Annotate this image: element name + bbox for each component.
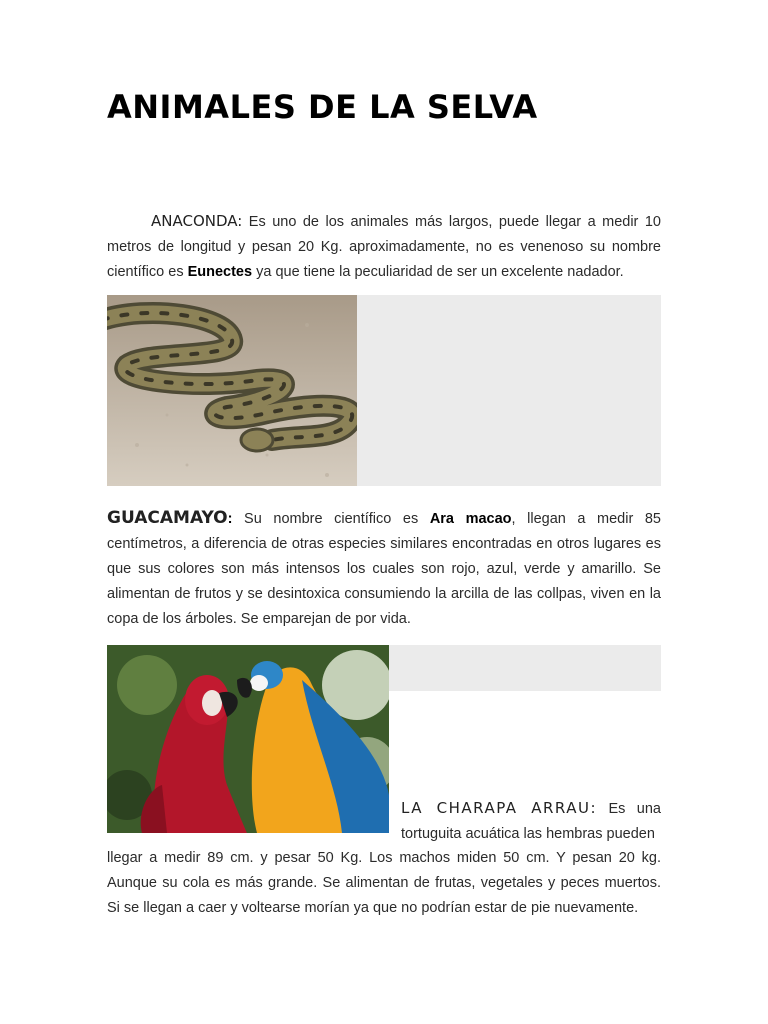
anaconda-photo <box>107 295 357 486</box>
anaconda-text-2: ya que tiene la peculiaridad de ser un excelente nadador. <box>252 264 624 280</box>
grey-band <box>357 295 661 486</box>
anaconda-scientific-name: Eunectes <box>187 264 253 280</box>
macaws-photo <box>107 645 389 833</box>
document-title: ANIMALES DE LA SELVA <box>107 88 538 126</box>
anaconda-heading: ANACONDA: <box>151 212 243 230</box>
charapa-first-line <box>401 796 661 847</box>
guacamayo-heading: GUACAMAYO <box>107 508 228 528</box>
guacamayo-paragraph <box>107 506 661 632</box>
guacamayo-text-1: Su nombre científico es <box>232 511 430 527</box>
guacamayo-scientific-name: Ara macao <box>429 511 512 527</box>
grey-band-2 <box>389 645 661 691</box>
guacamayo-text-2: , llegan a medir 85 centímetros, a diferencia de otras especies similares encontradas en otros lugares es que sus colores son más intensos los cuales son rojo, azul, verde y amarillo. Se alimentan de frutos y se desintoxica consumiendo la arcilla de las collpas, viven en la copa de los árboles. Se emparejan de por vida. <box>107 511 662 627</box>
anaconda-paragraph <box>107 209 661 285</box>
charapa-paragraph: llegar a medir 89 cm. y pesar 50 Kg. Los machos miden 50 cm. Y pesan 20 kg. Aunque su cola es más grande. Se alimentan de frutas, vegetales y peces muertos. Si se llegan a caer y voltearse morían ya que no podrían estar de pie nuevamente. <box>107 850 661 916</box>
guacamayo-colon: : <box>227 511 233 527</box>
charapa-text-1: Es una tortuguita acuática las hembras pueden <box>401 801 661 842</box>
anaconda-text-1: Es uno de los animales más largos, puede llegar a medir 10 metros de longitud y pesan 20 Kg. aproximadamente, no es venenoso su nombre científico es <box>107 214 661 280</box>
charapa-heading: LA CHARAPA ARRAU: <box>401 799 598 817</box>
